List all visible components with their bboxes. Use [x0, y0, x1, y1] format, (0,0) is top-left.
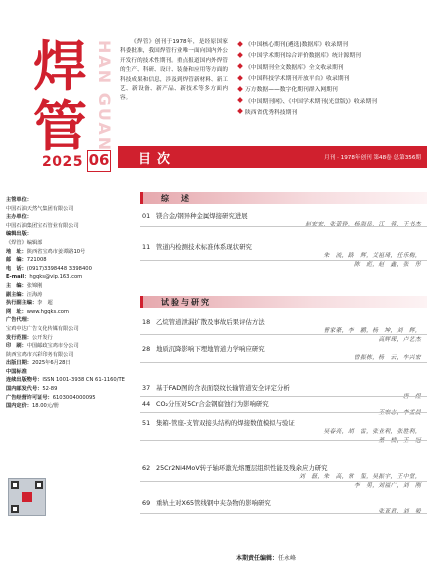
- index-item: 万方数据——数字化期刊群入网期刊: [238, 83, 418, 94]
- info-row: [6, 316, 126, 325]
- info-label: 网 址：: [6, 308, 27, 315]
- info-row: [6, 230, 126, 239]
- info-row: [6, 265, 126, 274]
- article-title: 地质沉降影响下埋地管道力学响应研究: [156, 345, 265, 353]
- article-title: 集箱-管座-支管双接头结构的焊接数值模拟与验证: [156, 419, 295, 427]
- info-value: ISSN 1001-3938 CN 61-1160/TE: [42, 377, 125, 384]
- info-value: (0917)3398448 3398400: [26, 265, 92, 272]
- introduction-text: 《焊管》创刊于1978年，是经原国家科委批准，我国焊管行业唯一面向国内外公开发行的技术性期刊。重点报道国内外焊管的生产、科研、设计、装备和应用等方面的科技成果和信息，涉及到焊管新材料、新工艺、新设备、新产品、新技术等多方面内容。: [120, 39, 228, 102]
- index-item: 《中国期刊网》、《中国学术期刊(光盘版)》收录期刊: [238, 94, 418, 105]
- article-title: 乙烷管道泄漏扩散及事故后果评估方法: [156, 318, 265, 326]
- index-item: 《中国核心期刊(遴选)数据库》收录期刊: [238, 38, 418, 49]
- info-value: 721008: [26, 257, 47, 264]
- index-item: 《中国科技学术期刊开放平台》收录期刊: [238, 72, 418, 83]
- issue-year: 2025: [42, 154, 83, 170]
- info-row: [6, 359, 126, 368]
- responsible-editor: [236, 553, 296, 562]
- diamond-bullet-icon: [237, 86, 243, 92]
- info-row: [6, 368, 126, 377]
- article-authors: 高辉琛，卢艺杰: [378, 336, 421, 343]
- index-item: 陕西省优秀科技期刊: [238, 106, 418, 117]
- info-row: [6, 196, 126, 205]
- article-entry[interactable]: [142, 345, 427, 363]
- diamond-bullet-icon: [237, 97, 243, 103]
- entry-divider: [140, 440, 427, 441]
- info-label: 编辑出版：: [6, 231, 32, 238]
- index-item: 《中国学术期刊综合评价数据库》统计源期刊: [238, 49, 418, 60]
- entry-divider: [140, 260, 427, 261]
- info-label: 国内定价：: [6, 403, 32, 410]
- info-label: 主管单位：: [6, 197, 32, 203]
- info-label: 中国标准: [6, 368, 27, 375]
- info-label: 地 址：: [6, 248, 27, 255]
- info-value: 李 超: [37, 300, 53, 307]
- indexing-list: [238, 38, 418, 117]
- logo-char-2: 管: [33, 94, 87, 158]
- article-page: 51: [142, 419, 151, 427]
- info-row: [6, 256, 126, 265]
- entry-divider: [140, 481, 427, 482]
- article-title-line: [142, 419, 427, 428]
- article-title-line: [142, 384, 427, 393]
- info-value: 《焊管》编辑部: [6, 239, 43, 246]
- info-row: [6, 205, 126, 214]
- info-value: 陕西宝鸡市兴彩印务有限公司: [6, 351, 74, 358]
- article-title-line: [142, 345, 427, 354]
- article-authors: 王宏志，李孟晨: [378, 410, 421, 416]
- info-label: 连续出版物号：: [6, 377, 43, 384]
- article-authors: 李 男，刘福广，刘 刚: [353, 482, 421, 489]
- article-title-line: [142, 464, 427, 473]
- info-row: [6, 213, 126, 222]
- article-title-line: [142, 400, 427, 409]
- entry-divider: [140, 412, 427, 413]
- issue-number: 06: [87, 150, 111, 172]
- info-label: 广告经营许可证号：: [6, 394, 53, 401]
- article-entry[interactable]: [142, 400, 427, 418]
- diamond-bullet-icon: [237, 75, 243, 81]
- article-authors: 吴春亮，胡 雷，张业利，张胜利，: [323, 429, 421, 435]
- info-label: 电 话：: [6, 265, 27, 272]
- article-title: 基于FAD图的含表面裂纹长输管道安全评定分析: [156, 384, 290, 392]
- info-value: 中国石油集团宝石管业有限公司: [6, 222, 79, 229]
- info-label: 广告代理：: [6, 317, 32, 324]
- qr-logo-icon: [22, 492, 32, 502]
- article-authors: 曾振栋，杨 云，车兴宏: [353, 355, 421, 361]
- entry-divider: [140, 396, 427, 397]
- qr-code: [8, 478, 46, 516]
- info-row: [6, 308, 126, 317]
- editor-name: 任永峰: [278, 555, 297, 562]
- info-row: [6, 342, 126, 351]
- section-title: 试验与研究: [161, 298, 211, 307]
- info-label: 副主编：: [6, 291, 27, 298]
- journal-introduction: [120, 38, 228, 104]
- article-authors: 张亚君，刘 毅: [378, 509, 421, 515]
- info-value: hgqks@vip.163.com: [29, 274, 83, 281]
- info-label: E-mail：: [6, 274, 30, 281]
- info-row: [6, 239, 126, 248]
- article-entry[interactable]: [142, 243, 427, 269]
- info-row: [6, 402, 126, 411]
- info-row: [6, 334, 126, 343]
- info-value: 2025年6月28日: [31, 360, 71, 367]
- info-value: 汪海涛: [26, 291, 43, 298]
- info-value: 52-89: [42, 386, 58, 393]
- article-title: 重轨土对X65管线钢中夹杂物的影响研究: [156, 499, 271, 507]
- article-entry[interactable]: [142, 384, 427, 402]
- info-value: 18.00元/册: [31, 403, 59, 410]
- info-value: 中国石油天然气集团有限公司: [6, 205, 74, 212]
- journal-logo-english: HAN GUAN: [95, 40, 114, 153]
- publication-info: [6, 196, 126, 411]
- article-page: 69: [142, 499, 151, 507]
- info-value: 张锦刚: [26, 282, 43, 289]
- contents-banner: [118, 146, 427, 168]
- article-page: 37: [142, 384, 151, 392]
- diamond-bullet-icon: [237, 41, 243, 47]
- diamond-bullet-icon: [237, 52, 243, 58]
- issue-info: 月刊 · 1978年创刊 第48卷 总第356期: [324, 155, 421, 161]
- info-row: [6, 273, 126, 282]
- info-row: [6, 376, 126, 385]
- info-row: [6, 222, 126, 231]
- info-label: 执行副主编：: [6, 300, 38, 307]
- info-label: 发行范围：: [6, 334, 32, 341]
- info-row: [6, 299, 126, 308]
- article-authors: 唐 煜: [402, 394, 421, 400]
- article-authors: 陈 彪，赵 鑫，张 彤: [353, 261, 421, 268]
- diamond-bullet-icon: [237, 63, 243, 69]
- article-entry[interactable]: [142, 464, 427, 490]
- article-title: 镁合金/钢异种金属焊接研究进展: [156, 212, 248, 220]
- info-value: 公开发行: [31, 334, 53, 341]
- info-label: 主 编：: [6, 282, 27, 289]
- diamond-bullet-icon: [237, 109, 243, 115]
- index-item: 《中国期刊全文数据库》全文收录期刊: [238, 61, 418, 72]
- article-authors: 曹家豪，李 鹏，杨 坤，刘 辉，: [323, 328, 421, 334]
- qr-finder-icon: [11, 505, 19, 513]
- article-page: 11: [142, 243, 151, 251]
- entry-divider: [140, 334, 427, 335]
- info-row: [6, 394, 126, 403]
- article-authors: 赵宏宏，张蕾铮，杨海岳，江 蓉，王书杰: [305, 222, 421, 228]
- article-page: 62: [142, 464, 151, 472]
- article-title: 管道内检测技术标准体系现状研究: [156, 243, 252, 251]
- article-authors: 董 楠，王 冠: [378, 437, 421, 444]
- entry-divider: [140, 362, 427, 363]
- entry-divider: [140, 226, 427, 227]
- article-title-line: [142, 499, 427, 508]
- info-row: [6, 291, 126, 300]
- info-row: [6, 282, 126, 291]
- info-row: [6, 351, 126, 360]
- section-header-review: [140, 192, 427, 204]
- info-value: 宝鸡中达广告文化传媒有限公司: [6, 325, 79, 332]
- info-label: 主办单位：: [6, 214, 32, 221]
- entry-divider: [140, 513, 427, 514]
- article-page: 28: [142, 345, 151, 353]
- article-title-line: [142, 318, 427, 327]
- qr-finder-icon: [11, 481, 19, 489]
- article-entry[interactable]: [142, 318, 427, 344]
- editor-label: 本期责任编辑：: [236, 555, 279, 562]
- info-row: [6, 385, 126, 394]
- section-header-research: [140, 296, 427, 308]
- article-title: CO₂分压对5Cr合金钢腐蚀行为影响研究: [156, 400, 269, 408]
- info-value: 陕西省宝鸡市姜谭路10号: [26, 248, 86, 255]
- article-page: 44: [142, 400, 151, 408]
- qr-finder-icon: [35, 481, 43, 489]
- article-page: 18: [142, 318, 151, 326]
- info-value: www.hgqks.com: [26, 308, 69, 315]
- contents-title: 目次: [138, 151, 177, 167]
- info-label: 出版日期：: [6, 360, 32, 367]
- info-value: 中国邮政宝鸡市分公司: [26, 343, 79, 350]
- info-row: [6, 325, 126, 334]
- article-authors: 朱 流，路 辉，艾祖琦，任乐梅，: [323, 253, 421, 259]
- info-label: 邮 编：: [6, 257, 27, 264]
- logo-char-1: 焊: [33, 34, 87, 98]
- info-label: 国内邮发代号：: [6, 386, 43, 393]
- article-page: 01: [142, 212, 151, 220]
- info-value: 6103004000095: [52, 394, 96, 401]
- info-label: 印 刷：: [6, 343, 27, 350]
- article-title: 25Cr2Ni4MoV转子轴环激光熔覆层组织性能及残余应力研究: [156, 464, 328, 472]
- section-title: 综 述: [161, 194, 191, 203]
- article-title-line: [142, 243, 427, 252]
- article-authors: 刘 磊，朱 高，常 玺，吴振宇，王中堂，: [299, 474, 421, 480]
- article-entry[interactable]: [142, 419, 427, 445]
- info-row: [6, 248, 126, 257]
- article-title-line: [142, 212, 427, 221]
